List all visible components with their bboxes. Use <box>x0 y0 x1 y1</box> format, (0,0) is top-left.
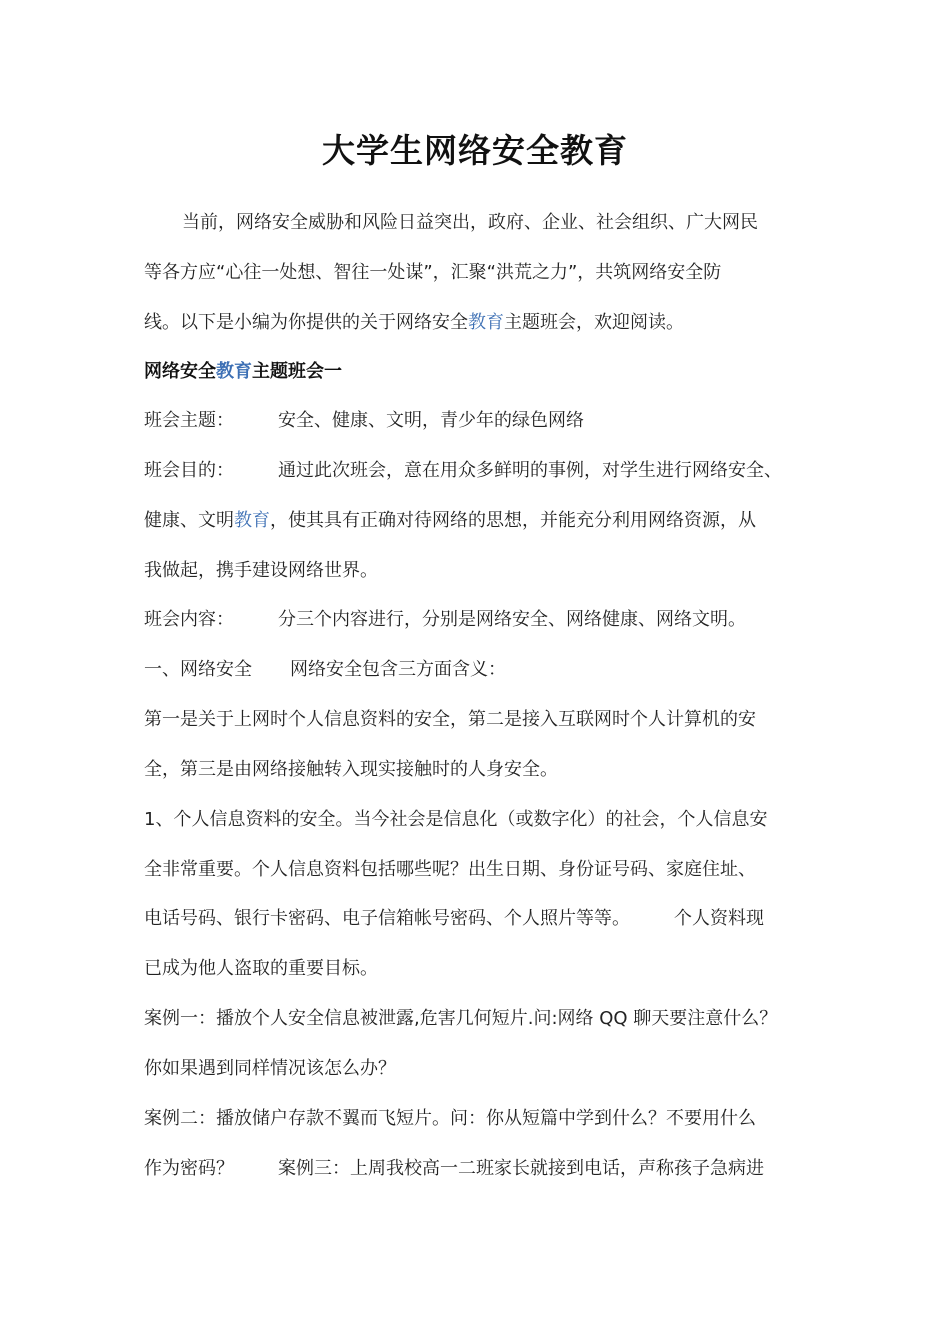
text-run: 线。以下是小编为你提供的关于网络安全 <box>144 312 468 333</box>
paragraph-line <box>144 1155 764 1183</box>
paragraph-line <box>144 407 584 435</box>
text-run: 全非常重要。个人信息资料包括哪些呢？出生日期、身份证号码、家庭住址、 <box>144 859 756 880</box>
text-run: 一、网络安全 <box>144 659 252 680</box>
text-run: 网络安全包含三方面含义： <box>290 659 506 680</box>
text-run: 等各方应“心往一处想、智往一处谋”，汇聚“洪荒之力”，共筑网络安全防 <box>144 262 722 283</box>
text-run: 案例一：播放个人安全信息被泄露,危害几何短片.问:网络 QQ 聊天要注意什么？ <box>144 1008 778 1029</box>
paragraph-line <box>144 706 756 734</box>
paragraph-line <box>144 856 756 884</box>
field-label: 班会主题： <box>144 410 234 431</box>
text-run: 已成为他人盗取的重要目标。 <box>144 958 378 979</box>
paragraph-line <box>144 1055 396 1083</box>
text-run: 安全、健康、文明，青少年的绿色网络 <box>278 410 584 431</box>
paragraph-line <box>144 905 764 933</box>
text-run: 作为密码？ <box>144 1158 234 1179</box>
paragraph-line <box>144 309 684 337</box>
text-run: 电话号码、银行卡密码、电子信箱帐号密码、个人照片等等。 <box>144 908 630 929</box>
paragraph-line <box>144 656 506 684</box>
education-link[interactable]: 教育 <box>216 361 252 382</box>
text-run: 通过此次班会，意在用众多鲜明的事例，对学生进行网络安全、 <box>278 460 782 481</box>
paragraph-line <box>144 1105 756 1133</box>
text-run: 我做起，携手建设网络世界。 <box>144 560 378 581</box>
paragraph-line <box>144 1005 777 1033</box>
text-run: 分三个内容进行，分别是网络安全、网络健康、网络文明。 <box>278 609 746 630</box>
paragraph-line <box>144 756 558 784</box>
text-run: 第一是关于上网时个人信息资料的安全，第二是接入互联网时个人计算机的安 <box>144 709 756 730</box>
text-run: 主题班会，欢迎阅读。 <box>504 312 684 333</box>
education-link[interactable]: 教育 <box>234 510 270 531</box>
document-title: 大学生网络安全教育 <box>322 131 628 170</box>
text-run: ，使其具有正确对待网络的思想，并能充分利用网络资源，从 <box>270 510 756 531</box>
text-run: 健康、文明 <box>144 510 234 531</box>
text-run: 网络安全 <box>144 361 216 382</box>
paragraph-line <box>144 507 756 535</box>
text-run: 主题班会一 <box>252 361 342 382</box>
paragraph-line <box>144 806 767 834</box>
paragraph-line <box>144 955 378 983</box>
field-label: 班会内容： <box>144 609 234 630</box>
paragraph-line <box>144 457 782 485</box>
section-heading <box>144 358 342 386</box>
text-run: 全，第三是由网络接触转入现实接触时的人身安全。 <box>144 759 558 780</box>
text-run: 你如果遇到同样情况该怎么办？ <box>144 1058 396 1079</box>
text-run: 1、个人信息资料的安全。当今社会是信息化（或数字化）的社会，个人信息安 <box>144 809 768 830</box>
paragraph-line <box>144 557 378 585</box>
text-run: 当前，网络安全威胁和风险日益突出，政府、企业、社会组织、广大网民 <box>182 212 758 233</box>
paragraph-line <box>144 259 721 287</box>
paragraph-line <box>182 209 758 237</box>
paragraph-line <box>144 606 746 634</box>
text-run: 案例三：上周我校高一二班家长就接到电话，声称孩子急病进 <box>278 1158 764 1179</box>
field-label: 班会目的： <box>144 460 234 481</box>
text-run: 个人资料现 <box>674 908 764 929</box>
text-run: 案例二：播放储户存款不翼而飞短片。问：你从短篇中学到什么？不要用什么 <box>144 1108 756 1129</box>
education-link[interactable]: 教育 <box>468 312 504 333</box>
